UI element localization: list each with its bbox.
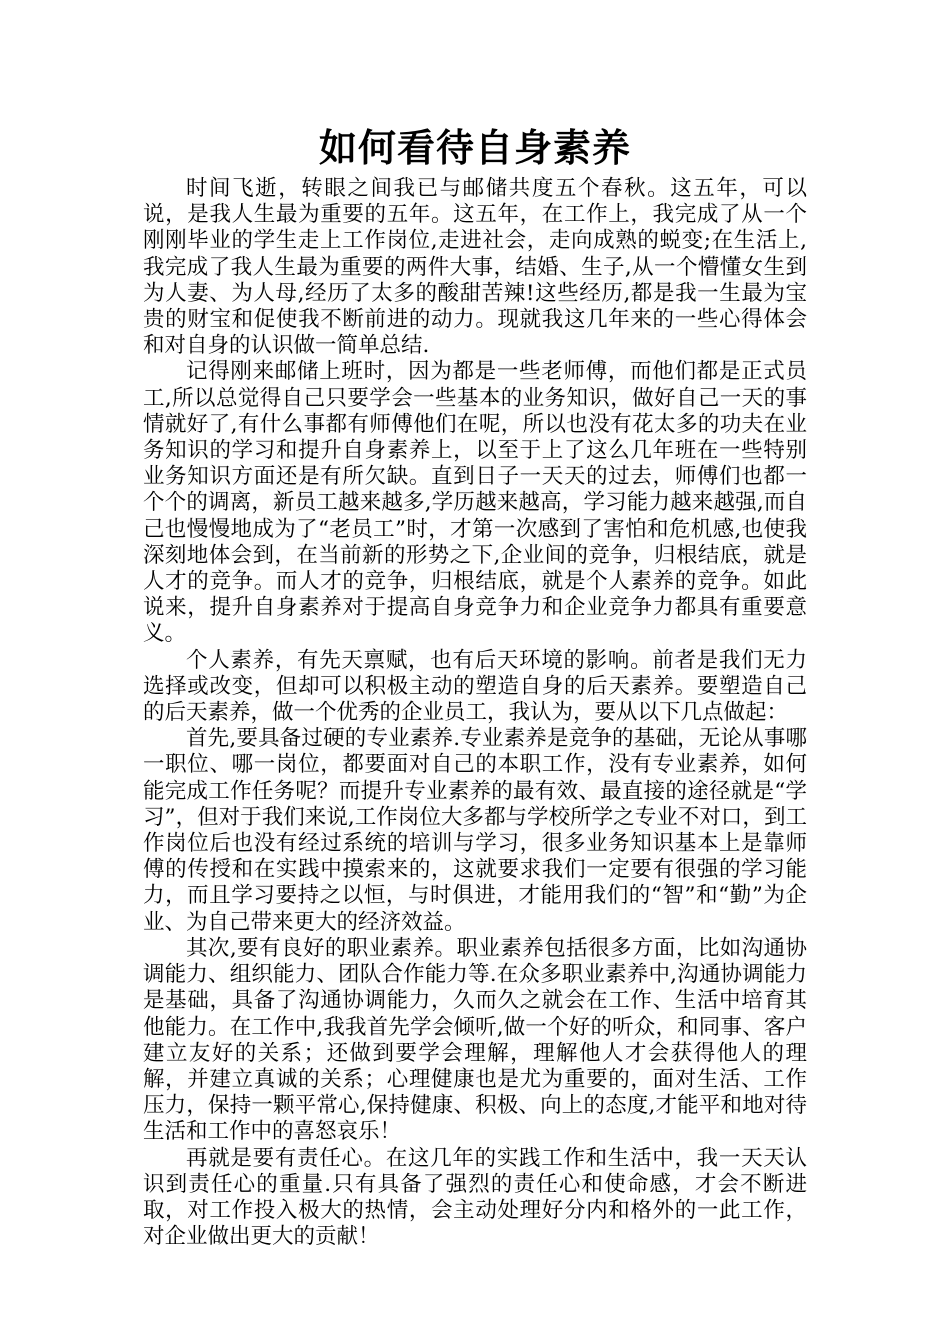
paragraph-responsibility: 再就是要有责任心。在这几年的实践工作和生活中，我一天天认识到责任心的重量.只有具备了强烈的责任心和使命感，才会不断进取，对工作投入极大的热情，会主动处理好分内和格外的一此工作，对企业做出更大的贡献！ xyxy=(143,1145,807,1250)
paragraph-professional-quality: 首先,要具备过硬的专业素养.专业素养是竞争的基础，无论从事哪一职位、哪一岗位，都要面对自己的本职工作，没有专业素养，如何能完成工作任务呢？而提升专业素养的最有效、最直接的途径就是“学习”，但对于我们来说,工作岗位大多都与学校所学之专业不对口，到工作岗位后也没有经过系统的培训与学习，很多业务知识基本上是靠师傅的传授和在实践中摸索来的，这就要求我们一定要有很强的学习能力，而且学习要持之以恒，与时俱进，才能用我们的“智”和“勤”为企业、为自己带来更大的经济效益。 xyxy=(143,726,807,935)
paragraph-personal-quality: 个人素养，有先天禀赋，也有后天环境的影响。前者是我们无力选择或改变，但却可以积极主动的塑造自身的后天素养。要塑造自己的后天素养，做一个优秀的企业员工，我认为，要从以下几点做起： xyxy=(143,647,807,726)
paragraph-early-career: 记得刚来邮储上班时，因为都是一些老师傅，而他们都是正式员工,所以总觉得自己只要学会一些基本的业务知识，做好自己一天的事情就好了,有什么事都有师傅他们在呢，所以也没有花太多的功夫在业务知识的学习和提升自身素养上，以至于上了这么几年班在一些特别业务知识方面还是有所欠缺。直到日子一天天的过去，师傅们也都一个个的调离，新员工越来越多,学历越来越高，学习能力越来越强,而自己也慢慢地成为了“老员工”时，才第一次感到了害怕和危机感,也使我深刻地体会到，在当前新的形势之下,企业间的竞争，归根结底，就是人才的竞争。而人才的竞争，归根结底，就是个人素养的竞争。如此说来，提升自身素养对于提高自身竞争力和企业竞争力都具有重要意义。 xyxy=(143,359,807,647)
paragraph-career-quality: 其次,要有良好的职业素养。职业素养包括很多方面，比如沟通协调能力、组织能力、团队合作能力等.在众多职业素养中,沟通协调能力是基础，具备了沟通协调能力，久而久之就会在工作、生活中培育其他能力。在工作中,我我首先学会倾听,做一个好的听众，和同事、客户建立友好的关系；还做到要学会理解，理解他人才会获得他人的理解，并建立真诚的关系；心理健康也是尤为重要的，面对生活、工作压力，保持一颗平常心,保持健康、积极、向上的态度,才能平和地对待生活和工作中的喜怒哀乐！ xyxy=(143,935,807,1145)
paragraph-intro: 时间飞逝，转眼之间我已与邮储共度五个春秋。这五年，可以说，是我人生最为重要的五年。这五年，在工作上，我完成了从一个刚刚毕业的学生走上工作岗位,走进社会，走向成熟的蜕变;在生活上,我完成了我人生最为重要的两件大事，结婚、生子,从一个懵懂女生到为人妻、为人母,经历了太多的酸甜苦辣!这些经历,都是我一生最为宝贵的财宝和促使我不断前进的动力。现就我这几年来的一些心得体会和对自身的认识做一简单总结. xyxy=(143,176,807,359)
document-page xyxy=(143,120,807,1250)
document-title: 如何看待自身素养 xyxy=(318,125,631,170)
